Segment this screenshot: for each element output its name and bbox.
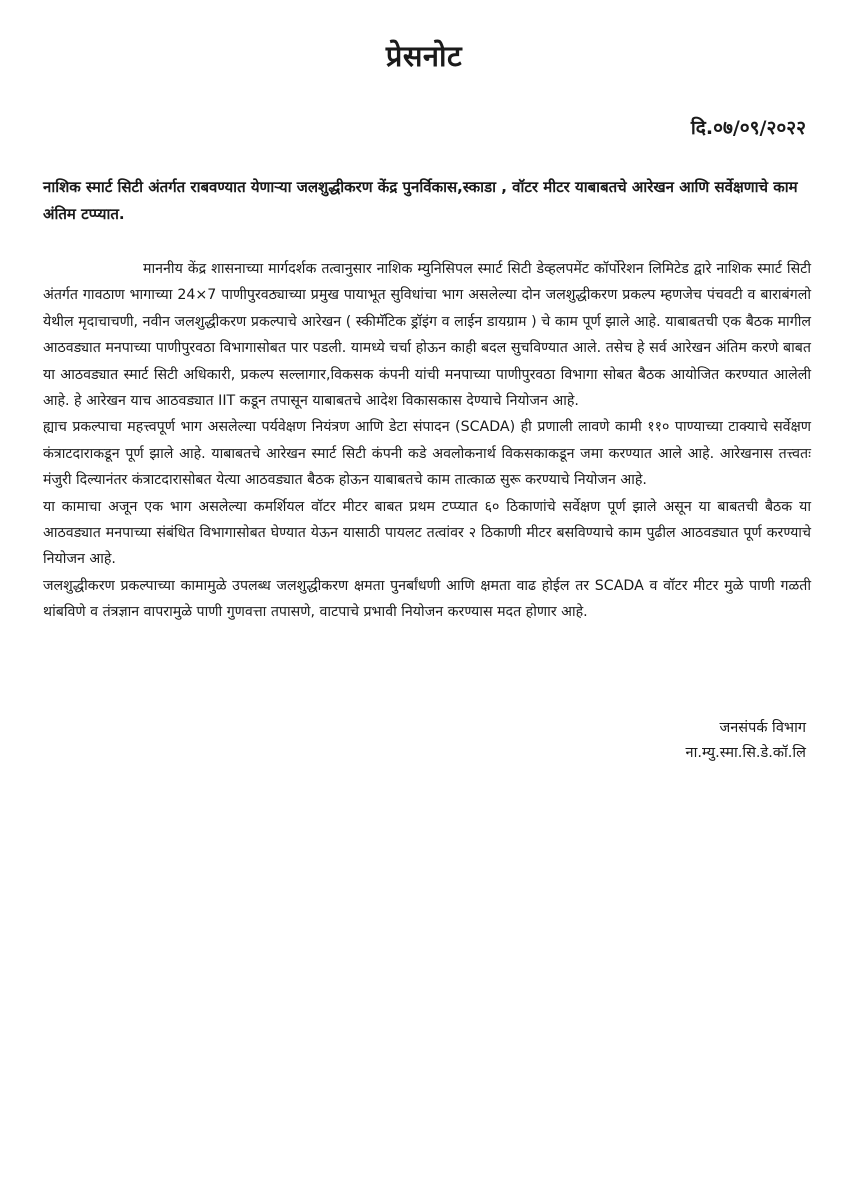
paragraph-1: माननीय केंद्र शासनाच्या मार्गदर्शक तत्वानुसार नाशिक म्युनिसिपल स्मार्ट सिटी डेव्हलपमेंट कॉर्पोरेशन लिमिटेड द्वारे नाशिक स्मार्ट सिटी अंतर्गत गावठाण भागाच्या 24×7 पाणीपुरवठ्याच्या प्रमुख पायाभूत सुविधांचा भाग असलेल्या दोन जलशुद्धीकरण प्रकल्प म्हणजेच पंचवटी व बाराबंगलो येथील मृदाचाचणी, नवीन जलशुद्धीकरण प्रकल्पाचे आरेखन ( स्कीमॅटिक ड्रॉइंग व लाईन डायग्राम ) चे काम पूर्ण झाले आहे. याबाबतची एक बैठक मागील आठवड्यात मनपाच्या पाणीपुरवठा विभागासोबत पार पडली. यामध्ये चर्चा होऊन काही बदल सुचविण्यात आले. तसेच हे सर्व आरेखन अंतिम करणे बाबत या आठवड्यात स्मार्ट सिटी अधिकारी, प्रकल्प सल्लागार,विकसक कंपनी यांची मनपाच्या पाणीपुरवठा विभागा सोबत बैठक आयोजित करण्यात आलेली आहे. हे आरेखन याच आठवड्यात IIT कडून तपासून याबाबतचे आदेश विकासकास देण्याचे नियोजन आहे. xyxy=(43,261,811,410)
paragraph-2: ह्याच प्रकल्पाचा महत्त्वपूर्ण भाग असलेल्या पर्यवेक्षण नियंत्रण आणि डेटा संपादन (SCADA) ही प्रणाली लावणे कामी ११० पाण्याच्या टाक्याचे सर्वेक्षण कंत्राटदाराकडून पूर्ण झाले आहे. याबाबतचे आरेखन स्मार्ट सिटी कंपनी कडे अवलोकनार्थ विकसकाकडून जमा करण्यात आले आहे. आरेखनास तत्त्वतः मंजुरी दिल्यानंतर कंत्राटदारासोबत येत्या आठवड्यात बैठक होऊन याबाबतचे काम तात्काळ सुरू करण्याचे नियोजन आहे. xyxy=(43,419,811,489)
signature-organization: ना.म्यु.स्मा.सि.डे.कॉ.लि xyxy=(685,745,806,761)
signature-block xyxy=(686,716,806,766)
paragraph-3: या कामाचा अजून एक भाग असलेल्या कमर्शियल वॉटर मीटर बाबत प्रथम टप्प्यात ६० ठिकाणांचे सर्वेक्षण पूर्ण झाले असून या बाबतची बैठक या आठवड्यात मनपाच्या संबंधित विभागासोबत घेण्यात येऊन यासाठी पायलट तत्वांवर २ ठिकाणी मीटर बसविण्याचे काम पुढील आठवड्यात पूर्ण करण्याचे नियोजन आहे. xyxy=(43,498,811,568)
body-text xyxy=(43,256,811,626)
subject-heading: नाशिक स्मार्ट सिटी अंतर्गत राबवण्यात येणाऱ्या जलशुद्धीकरण केंद्र पुनर्विकास,स्काडा , वॉटर मीटर याबाबतचे आरेखन आणि सर्वेक्षणाचे काम अंतिम टप्प्यात. xyxy=(43,178,798,223)
page-title: प्रेसनोट xyxy=(385,39,463,73)
signature-department: जनसंपर्क विभाग xyxy=(719,720,806,736)
paragraph-4: जलशुद्धीकरण प्रकल्पाच्या कामामुळे उपलब्ध जलशुद्धीकरण क्षमता पुनर्बांधणी आणि क्षमता वाढ होईल तर SCADA व वॉटर मीटर मुळे पाणी गळती थांबविणे व तंत्रज्ञान वापरामुळे पाणी गुणवत्ता तपासणे, वाटपाचे प्रभावी नियोजन करण्यास मदत होणार आहे. xyxy=(43,577,811,621)
date-label: दि.०७/०९/२०२२ xyxy=(690,117,806,139)
